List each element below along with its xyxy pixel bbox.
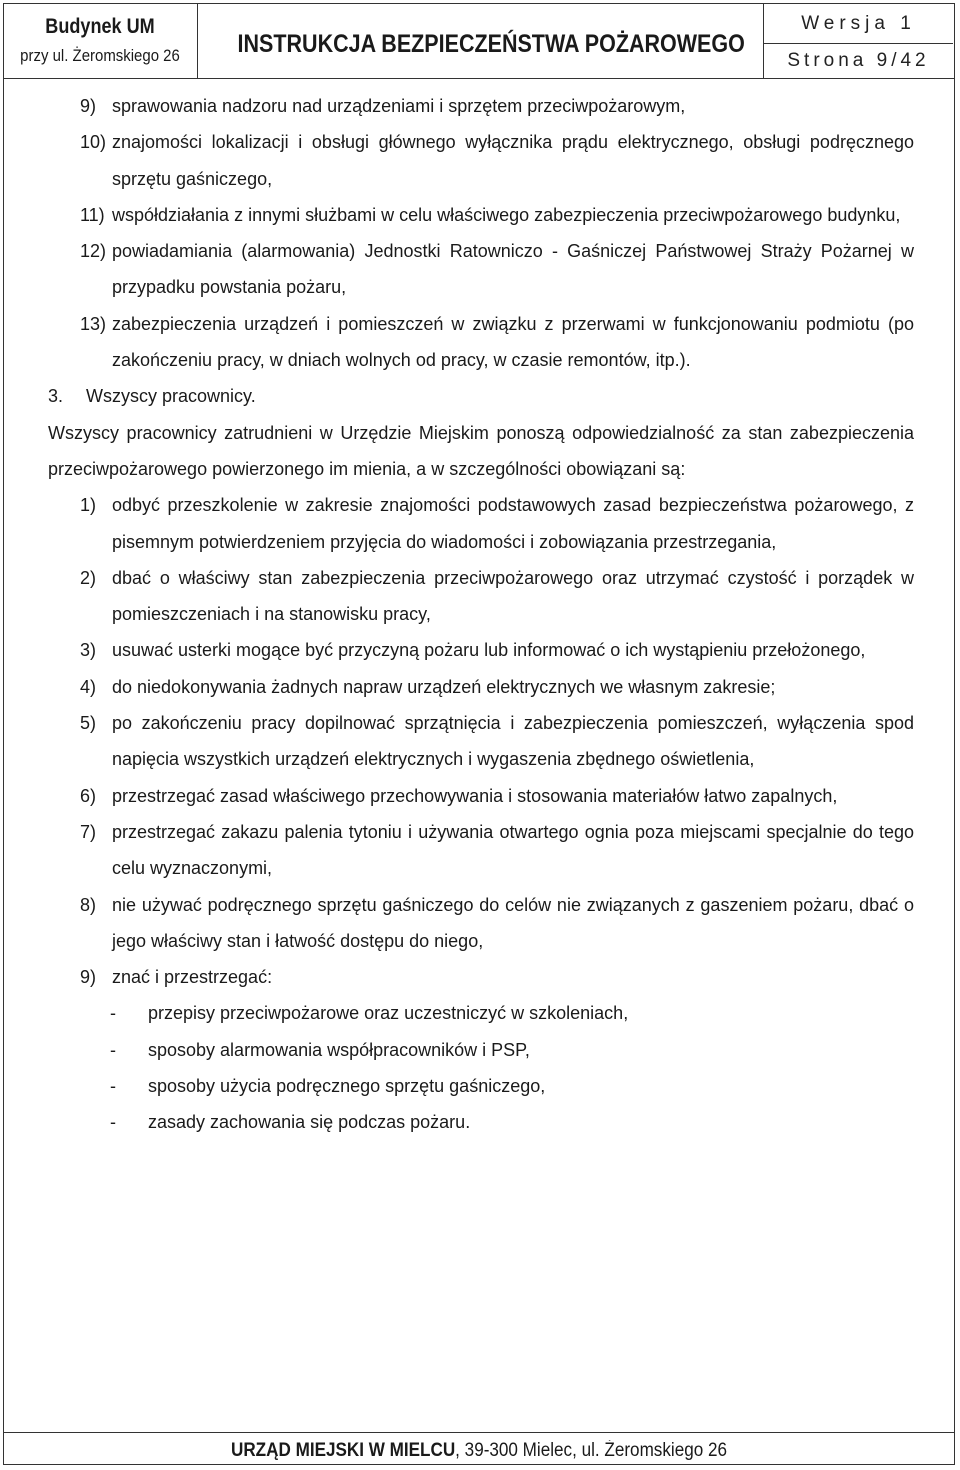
list-item-number: 12) — [80, 241, 107, 262]
list-item — [48, 778, 914, 814]
list-item-text: do niedokonywania żadnych napraw urządzeń elektrycznych we własnym zakresie; — [112, 676, 776, 697]
list-item-number: 5) — [80, 713, 97, 734]
list-item — [48, 669, 914, 705]
list-item-number: - — [110, 1112, 116, 1133]
document-version: Wersja 1 — [801, 13, 916, 34]
header-building-cell — [3, 3, 198, 78]
list-item-text: po zakończeniu pracy dopilnować sprzątnięcia i zabezpieczenia pomieszczeń, wyłączenia spod napięcia wszystkich urządzeń elektrycznych i wygaszenia zbędnego oświetlenia, — [112, 713, 914, 770]
list-item-number: 2) — [80, 567, 97, 588]
duties-list-continued — [48, 88, 914, 378]
list-item — [48, 487, 914, 560]
list-item-text: zasady zachowania się podczas pożaru. — [148, 1112, 471, 1133]
footer-address: , 39-300 Mielec, ul. Żeromskiego 26 — [455, 1440, 728, 1461]
list-item-text: nie używać podręcznego sprzętu gaśniczego do celów nie związanych z gaszeniem pożaru, dbać o jego właściwy stan i łatwość dostępu do niego, — [112, 894, 914, 951]
section-heading — [48, 378, 914, 414]
list-item-text: dbać o właściwy stan zabezpieczenia przeciwpożarowego oraz utrzymać czystość i porządek w pomieszczeniach i na stanowisku pracy, — [112, 567, 914, 625]
list-item-number: 7) — [80, 821, 97, 842]
list-item — [48, 233, 914, 306]
list-item-number: 6) — [80, 785, 97, 806]
header-divider — [764, 43, 953, 44]
footer-text — [51, 1440, 908, 1462]
list-item-text: usuwać usterki mogące być przyczyną pożaru lub informować o ich wystąpieniu przełożonego, — [112, 640, 866, 661]
list-item-text: znajomości lokalizacji i obsługi głównego wyłącznika prądu elektrycznego, obsługi podręcznego sprzętu gaśniczego, — [112, 132, 914, 189]
list-item — [48, 995, 914, 1031]
list-item-text: powiadamiania (alarmowania) Jednostki Ratowniczo - Gaśniczej Państwowej Straży Pożarnej w przypadku powstania pożaru, — [112, 241, 914, 298]
section-paragraph: Wszyscy pracownicy zatrudnieni w Urzędzie Miejskim ponoszą odpowiedzialność za stan zabezpieczenia przeciwpożarowego powierzonego im mienia, a w szczególności obowiązani są: — [48, 422, 914, 479]
header-meta-cell — [764, 3, 953, 78]
list-item — [48, 124, 914, 197]
list-item — [48, 306, 914, 379]
list-item-text: zabezpieczenia urządzeń i pomieszczeń w związku z przerwami w funkcjonowaniu podmiotu (po zakończeniu pracy, w dniach wolnych od pracy, w czasie remontów, itp.). — [112, 313, 914, 371]
list-item-number: 4) — [80, 676, 97, 697]
list-item-text: sprawowania nadzoru nad urządzeniami i sprzętem przeciwpożarowym, — [112, 96, 686, 116]
list-item-number: 1) — [80, 495, 97, 516]
list-item-text: znać i przestrzegać: — [112, 967, 273, 988]
list-item — [48, 887, 914, 960]
list-item-text: przepisy przeciwpożarowe oraz uczestniczyć w szkoleniach, — [148, 1003, 629, 1024]
list-item-number: 10) — [80, 132, 107, 153]
list-item — [48, 560, 914, 633]
list-item-text: sposoby alarmowania współpracowników i PSP, — [148, 1039, 530, 1060]
list-item-number: 11) — [80, 204, 105, 225]
list-item-text: sposoby użycia podręcznego sprzętu gaśniczego, — [148, 1076, 546, 1097]
list-item — [48, 959, 914, 995]
page-header — [3, 3, 955, 79]
list-item-text: przestrzegać zasad właściwego przechowywania i stosowania materiałów łatwo zapalnych, — [112, 785, 838, 806]
list-item-number: 9) — [80, 96, 97, 116]
list-item-number: 9) — [80, 967, 97, 988]
page-number: Strona 9/42 — [787, 50, 930, 71]
list-item — [48, 814, 914, 887]
list-item — [48, 705, 914, 778]
list-item-number: 8) — [80, 894, 97, 915]
document-title: INSTRUKCJA BEZPIECZEŃSTWA POŻAROWEGO — [237, 30, 745, 58]
building-address: przy ul. Żeromskiego 26 — [20, 46, 180, 65]
list-item — [48, 1068, 914, 1104]
section-number: 3. — [48, 386, 64, 407]
page-footer — [3, 1432, 955, 1465]
footer-office: URZĄD MIEJSKI W MIELCU — [230, 1440, 456, 1461]
section-title: Wszyscy pracownicy. — [86, 386, 256, 407]
header-title-cell — [198, 3, 764, 78]
list-item — [48, 197, 914, 233]
list-item — [48, 88, 914, 124]
list-item-number: - — [110, 1003, 116, 1024]
building-name: Budynek UM — [45, 15, 155, 38]
list-item-number: 13) — [80, 313, 107, 334]
list-item-text: współdziałania z innymi służbami w celu właściwego zabezpieczenia przeciwpożarowego budynku, — [112, 204, 901, 225]
knowledge-sublist — [48, 995, 914, 1140]
list-item-number: - — [110, 1039, 116, 1060]
list-item — [48, 1104, 914, 1140]
employee-duties-list — [48, 487, 914, 995]
document-body — [48, 88, 914, 1141]
list-item-number: 3) — [80, 640, 97, 661]
list-item-number: - — [110, 1076, 116, 1097]
list-item-text: odbyć przeszkolenie w zakresie znajomości podstawowych zasad bezpieczeństwa pożarowego, z pisemnym potwierdzeniem przyjęcia do wiadomości i zobowiązania przestrzegania, — [112, 495, 914, 552]
list-item — [48, 1032, 914, 1068]
list-item — [48, 632, 914, 668]
list-item-text: przestrzegać zakazu palenia tytoniu i używania otwartego ognia poza miejscami specjalnie do tego celu wyznaczonymi, — [112, 821, 914, 879]
